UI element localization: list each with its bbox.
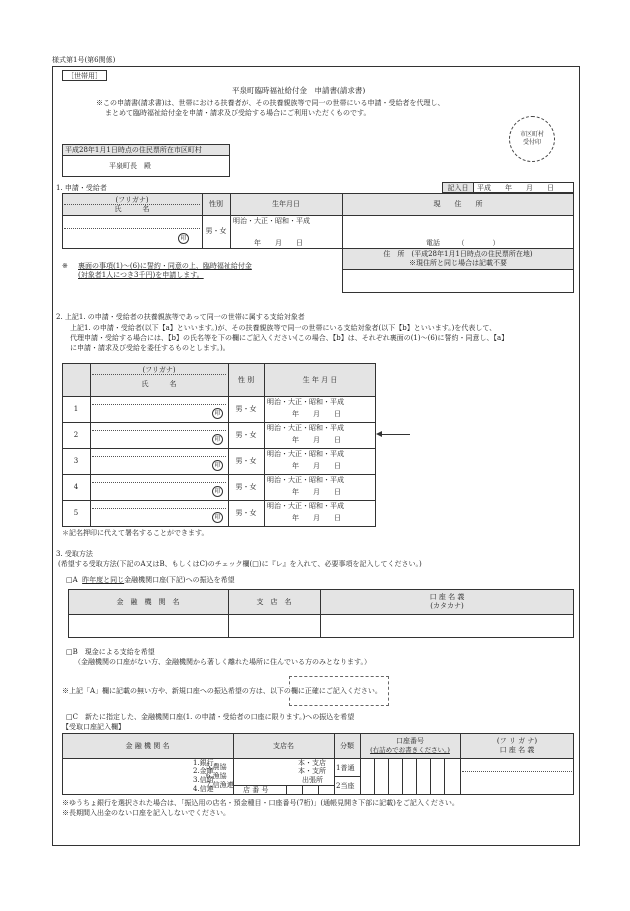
- s1-address-header: 現 住 所: [433, 200, 483, 208]
- dependent-name-field[interactable]: [92, 509, 212, 525]
- seal-mark-icon: 印: [212, 460, 223, 471]
- s2-name-header: 氏 名: [141, 380, 177, 388]
- seal-mark-icon: 印: [212, 434, 223, 445]
- a-branch-header: 支 店 名: [256, 598, 292, 606]
- dependent-birth-ymd[interactable]: 年 月 日: [292, 514, 341, 522]
- s1-furigana-header: (フリガナ): [115, 196, 149, 204]
- s2-furigana-header: (フリガナ): [142, 366, 176, 374]
- dependent-sex-options[interactable]: 男・女: [235, 457, 257, 465]
- a-holder-header-2: (カタカナ): [430, 602, 464, 610]
- c-bank-header: 金 融 機 関 名: [125, 742, 170, 750]
- form-number: 様式第1号(第6関係): [52, 56, 116, 64]
- entry-date-field[interactable]: 平成 年 月 日: [473, 182, 574, 193]
- c-branch-opt-3[interactable]: 出張所: [302, 776, 323, 784]
- a-branch-field[interactable]: [230, 616, 318, 636]
- dependent-birth-ymd[interactable]: 年 月 日: [292, 462, 341, 470]
- s1-phone[interactable]: 電話 （ ）: [426, 239, 500, 247]
- section1-title: 1. 申請・受給者: [56, 184, 107, 192]
- seal-mark-icon: 印: [178, 233, 189, 244]
- c-branch-number-label: 店 番 号: [243, 786, 269, 794]
- s2-sex-header: 性 別: [237, 376, 255, 384]
- seal-mark-icon: 印: [212, 512, 223, 523]
- entry-date-label-box: 記入日: [442, 182, 474, 193]
- dependent-era-options[interactable]: 明治・大正・昭和・平成: [267, 424, 344, 432]
- option-b[interactable]: □B 現金による支給を希望: [66, 648, 155, 656]
- dependent-row-number: 5: [73, 509, 79, 517]
- dependent-name-field[interactable]: [92, 483, 212, 499]
- c-category-1[interactable]: 1普通: [336, 764, 355, 772]
- dependent-name-field[interactable]: [92, 457, 212, 473]
- addressee-name: 平泉町長 殿: [109, 162, 151, 170]
- a-bank-field[interactable]: [70, 616, 226, 636]
- dependent-furigana-field[interactable]: [92, 397, 226, 404]
- c-holder-header-1: (フ リ ガ ナ): [496, 737, 538, 745]
- dependent-birth-ymd[interactable]: 年 月 日: [292, 488, 341, 496]
- option-a[interactable]: □A 昨年度と同じ金融機関口座(下記)への振込を希望: [66, 576, 235, 584]
- addressee-box: [62, 155, 230, 177]
- dependent-furigana-field[interactable]: [92, 501, 226, 508]
- s1-birth-ymd[interactable]: 年 月 日: [254, 239, 303, 247]
- dependent-birth-ymd[interactable]: 年 月 日: [292, 436, 341, 444]
- option-c-remark: ※上記「A」欄に記載の無い方や、新規口座への振込希望の方は、以下の欄に正確にご記入ください。: [62, 687, 382, 695]
- c-account-header-2: (右詰めでお書きください。): [370, 746, 450, 754]
- a-holder-field[interactable]: [322, 616, 572, 636]
- c-branch-header: 支店名: [273, 742, 294, 750]
- household-tag: ［世帯用］: [62, 70, 107, 81]
- seal-mark-icon: 印: [212, 486, 223, 497]
- option-c[interactable]: □C 新たに指定した、金融機関口座(1. の申請・受給者の口座に限ります。)への振込を希望: [66, 713, 355, 721]
- s1-furigana-field[interactable]: [64, 216, 200, 228]
- option-b-note: （金融機関の口座がない方、金融機関から著しく離れた場所に住んでいる方のみとなります。）: [74, 658, 371, 666]
- section3-title: 3. 受取方法: [56, 550, 93, 558]
- dependent-name-field[interactable]: [92, 431, 212, 447]
- dependent-era-options[interactable]: 明治・大正・昭和・平成: [267, 476, 344, 484]
- row2-pointer-arrow: [378, 434, 410, 435]
- section3-subtitle: (希望する受取方法(下記のA又はB、もしくはC)のチェック欄(□)に『レ』を入れて、必要事項を記入してください。): [58, 560, 422, 568]
- dependent-sex-options[interactable]: 男・女: [235, 509, 257, 517]
- dependent-row-number: 1: [73, 405, 79, 413]
- c-account-header-1: 口座番号: [396, 737, 424, 745]
- c-type-1[interactable]: 1.銀行: [193, 759, 214, 767]
- dependent-sex-options[interactable]: 男・女: [235, 483, 257, 491]
- section2-desc-1: 上記1. の申請・受給者(以下【a】といいます。)が、その扶養親族等で同一の世帯にいる支給対象者(以下【b】といいます。)を代表して、: [70, 324, 497, 332]
- c-holder-name-field[interactable]: [462, 773, 572, 793]
- s1-sex-options[interactable]: 男・女: [205, 227, 227, 235]
- addressee-header-box: 平成28年1月1日時点の住民票所在市区町村: [62, 144, 230, 156]
- dependent-era-options[interactable]: 明治・大正・昭和・平成: [267, 450, 344, 458]
- section2-footnote: ＊記名押印に代えて署名することができます。: [62, 529, 209, 537]
- c-category-2[interactable]: 2当座: [336, 782, 355, 790]
- c-branch-name-field[interactable]: [235, 760, 295, 784]
- c-type-4[interactable]: 4.信連: [193, 785, 214, 793]
- dependent-era-options[interactable]: 明治・大正・昭和・平成: [267, 398, 344, 406]
- c-category-header: 分類: [340, 742, 354, 750]
- reception-stamp: 市区町村 受付印: [509, 116, 555, 162]
- c-type-5[interactable]: 5.農協: [206, 763, 227, 771]
- dependent-furigana-field[interactable]: [92, 423, 226, 430]
- s1-registered-address-field[interactable]: [342, 269, 574, 293]
- seal-mark-icon: 印: [212, 408, 223, 419]
- s1-address-field[interactable]: [344, 216, 572, 236]
- c-type-2[interactable]: 2.金庫: [193, 767, 214, 775]
- section2-desc-2: 代理申請・受給する場合には、【b】の氏名等を下の欄にご記入ください(この場合、【b】は、それぞれ裏面の(1)～(6)に誓約・同意し、【a】: [70, 334, 509, 342]
- dependent-furigana-field[interactable]: [92, 449, 226, 456]
- c-holder-furigana-field[interactable]: [462, 760, 572, 770]
- s1-note-line-2: (対象者1人につき3千円)を申請します。: [78, 271, 204, 279]
- dependent-sex-options[interactable]: 男・女: [235, 405, 257, 413]
- c-note-1: ※ゆうちょ銀行を選択された場合は、「振込用の店名・預金種目・口座番号(7桁)」(通帳見開き下部に記載)をご記入ください。: [62, 799, 459, 807]
- c-type-7[interactable]: 7.信漁連: [206, 781, 234, 789]
- s1-name-header: 氏 名: [114, 205, 150, 213]
- c-bank-name-field[interactable]: [64, 760, 190, 793]
- dependent-sex-options[interactable]: 男・女: [235, 431, 257, 439]
- option-c-header: 【受取口座記入欄】: [62, 723, 125, 731]
- s1-registered-address-header: 住 所 (平成28年1月1日時点の住民票所在地) ※現住所と同じ場合は記載不要: [342, 248, 574, 270]
- form-title: 平泉町臨時福祉給付金 申請書(請求書): [232, 86, 366, 95]
- dependent-row-number: 2: [73, 431, 79, 439]
- c-account-number-field[interactable]: [361, 759, 460, 795]
- a-holder-header-1: 口 座 名 義: [429, 593, 465, 601]
- dependent-furigana-field[interactable]: [92, 475, 226, 482]
- s1-birth-header: 生年月日: [272, 200, 300, 208]
- dependent-birth-ymd[interactable]: 年 月 日: [292, 410, 341, 418]
- dependent-era-options[interactable]: 明治・大正・昭和・平成: [267, 502, 344, 510]
- c-type-6[interactable]: 6.漁協: [206, 772, 227, 780]
- option-a-checkbox[interactable]: □A: [66, 576, 78, 584]
- a-bank-header: 金 融 機 関 名: [116, 598, 180, 606]
- intro-line-1: ※この申請書(請求書)は、世帯における扶養者が、その扶養親族等で同一の世帯にいる申請・受給者を代理し、: [96, 99, 445, 107]
- s1-note-mark: ※: [62, 262, 68, 270]
- c-branch-opt-2[interactable]: 本・支所: [298, 767, 326, 775]
- dependent-row-number: 3: [73, 457, 79, 465]
- dependent-name-field[interactable]: [92, 405, 212, 421]
- s1-sex-header: 性別: [209, 200, 223, 208]
- s1-note-line-1: 裏面の事項(1)～(6)に誓約・同意の上、臨時福祉給付金: [78, 262, 252, 270]
- c-type-3[interactable]: 3.信組: [193, 776, 214, 784]
- intro-line-2: まとめて臨時福祉給付金を申請・請求及び受給する場合にご利用いただくものです。: [105, 109, 371, 117]
- c-note-2: ※長期間入出金のない口座を記入しないでください。: [62, 809, 230, 817]
- section2-title: 2. 上記1. の申請・受給者の扶養親族等であって同一の世帯に属する支給対象者: [56, 313, 305, 321]
- section2-desc-3: に申請・請求及び受給を委任するものとします。)。: [70, 344, 230, 352]
- c-holder-header-2: 口 座 名 義: [499, 746, 535, 754]
- s2-birth-header: 生 年 月 日: [302, 376, 338, 384]
- c-branch-opt-1[interactable]: 本・支店: [298, 759, 326, 767]
- arrow-left-icon: [376, 431, 382, 437]
- s1-era-options[interactable]: 明治・大正・昭和・平成: [233, 217, 310, 225]
- dependent-row-number: 4: [73, 483, 79, 491]
